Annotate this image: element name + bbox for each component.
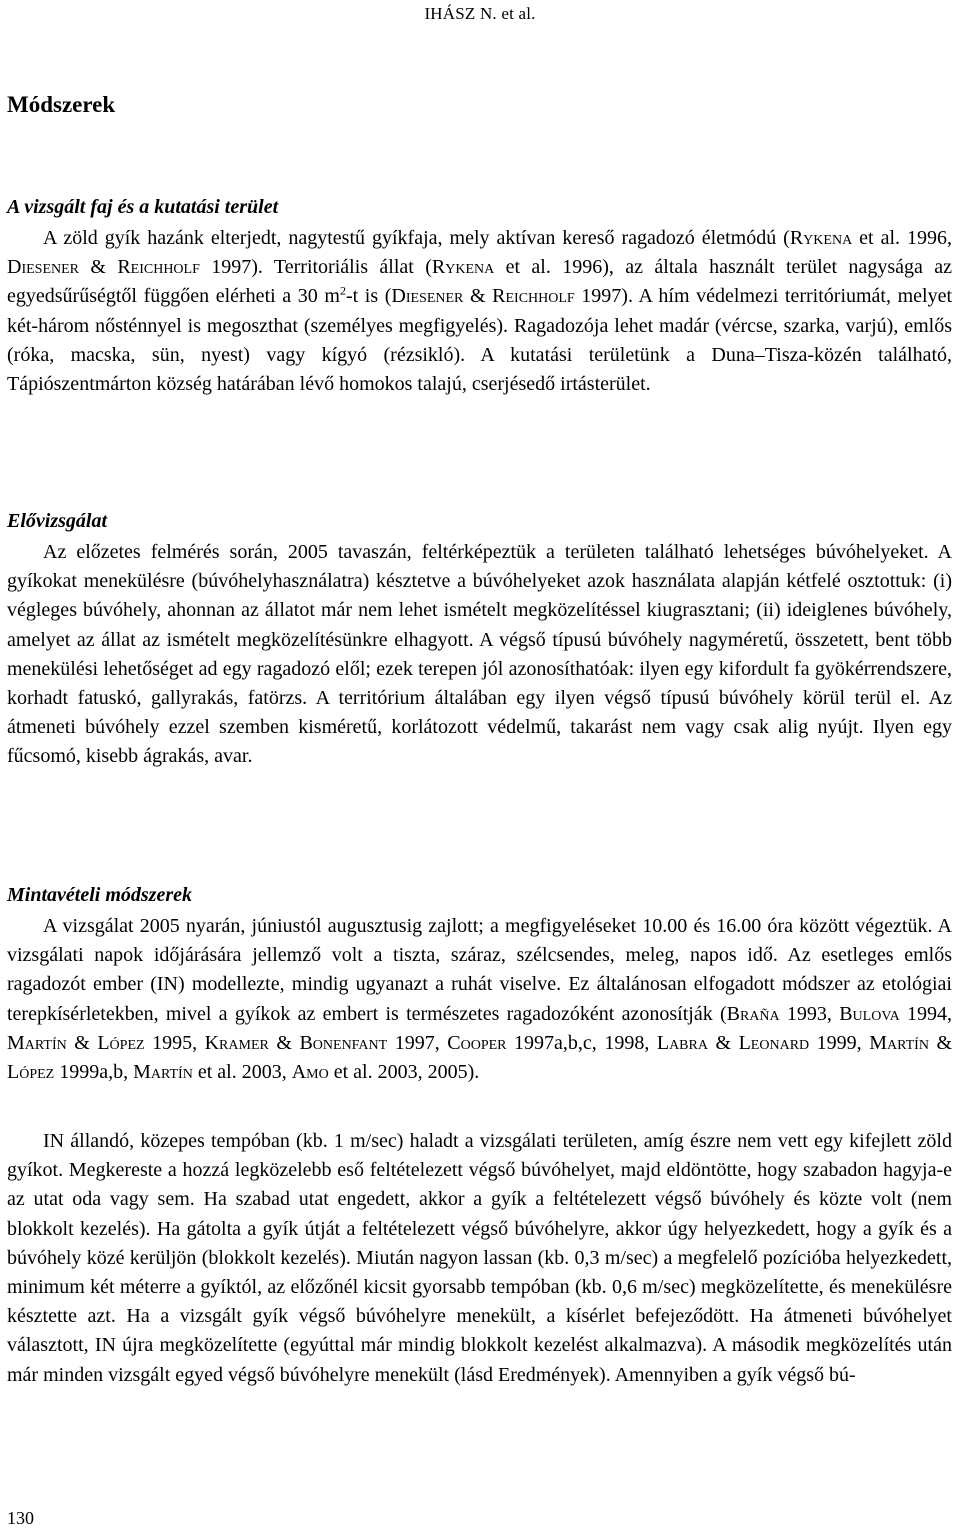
author-name: Rykena — [789, 227, 853, 249]
paragraph: A vizsgálat 2005 nyarán, júniustól augusztusig zajlott; a megfigyeléseket 10.00 és 16.00 óra között végeztük. A vizsgálati napok időjárására jellemző volt a tiszta, száraz, szélcsendes, meleg, napos idő. Az esetleges emlős ragadozót ember (IN) modellezte, mindig ugyanazt a ruhát viselve. Ez általánosan elfogadott módszer az etológiai terepkísérletekben, mivel a gyíkok az embert is természetes ragadozóként azonosítják (Braña 1993, Bulova 1994, Martín & López 1995, Kramer & Bonenfant 1997, Cooper 1997a,b,c, 1998, Labra & Leonard 1999, Martín & López 1999a,b, Martín et al. 2003, Amo et al. 2003, 2005). — [7, 915, 953, 1084]
subsection-heading: Elővizsgálat — [7, 510, 108, 532]
author-name: Martín — [869, 1031, 929, 1054]
author-name: Diesener — [391, 285, 464, 308]
author-name: Reichholf — [492, 285, 575, 308]
author-name: Kramer — [204, 1031, 269, 1054]
running-head-author: IHÁSZ N. — [424, 4, 497, 23]
author-name: Martín — [133, 1061, 193, 1084]
author-name: López — [97, 1031, 145, 1054]
author-name: Labra — [656, 1031, 708, 1054]
paragraph: Az előzetes felmérés során, 2005 tavaszán, feltérképeztük a területen található lehetséges búvóhelyeket. A gyíkokat menekülésre (búvóhelyhasználatra) késztetve a búvóhelyeket azok használata alapján kétfelé osztottuk: (i) végleges búvóhely, ahonnan az állatot már nem lehet ismételt megközelítéssel kiugrasztani; (ii) ideiglenes búvóhely, amelyet az állat az ismételt megközelítésünkre elhagyott. A végső típusú búvóhely nagyméretű, összetett, bent több menekülési lehetőséget ad egy ragadozó elől; ezek terepen jól azonosíthatóak: ilyen egy kifordult fa gyökérrendszere, korhadt fatuskó, gallyrakás, fatörzs. A territórium általában egy ilyen végső típusú búvóhely körül terül el. Az átmeneti búvóhely ezzel szemben kisméretű, korlátozott védelmű, takarást nem vagy csak alig nyújt. Ilyen egy fűcsomó, kisebb ágrakás, avar. — [7, 541, 952, 768]
section-title: Módszerek — [7, 92, 116, 117]
author-name: Diesener — [7, 256, 79, 279]
author-name: Leonard — [738, 1031, 810, 1054]
superscript: 2 — [339, 283, 346, 298]
author-name: Rykena — [431, 256, 495, 279]
author-name: Cooper — [447, 1031, 507, 1054]
author-name: Reichholf — [117, 256, 200, 279]
author-name: López — [7, 1061, 55, 1084]
running-head — [0, 4, 960, 24]
author-name: Bulova — [839, 1002, 900, 1025]
page-number: 130 — [7, 1508, 34, 1528]
subsection-heading: A vizsgált faj és a kutatási terület — [7, 196, 279, 218]
paragraph: A zöld gyík hazánk elterjedt, nagytestű gyíkfaja, mely aktívan kereső ragadozó életmódú (Rykena et al. 1996, Diesener & Reichholf 1997). Territoriális állat (Rykena et al. 1996), az általa használt terület nagysága az egyedsűrűségtől függően elérheti a 30 $m^2-t$ is (Diesener & Reichholf 1997). A hím védelmezi territóriumát, melyet két-három nősténnyel is megoszthat (személyes megfigyelés). Ragadozója lehet madár (vércse, szarka, varjú), emlős (róka, macska, sün, nyest) vagy kígyó (rézsikló). A kutatási területünk a Duna–Tisza-közén található, Tápiószentmárton község határában lévő homokos talajú, cserjésedő irtásterület. — [7, 227, 953, 396]
running-head-suffix: et al. — [496, 4, 536, 23]
subsection-heading: Mintavételi módszerek — [7, 884, 192, 906]
author-name: Amo — [291, 1061, 329, 1084]
author-name: Bonenfant — [299, 1031, 388, 1054]
author-name: Martín — [7, 1031, 67, 1054]
paragraph: IN állandó, közepes tempóban (kb. 1 m/sec) haladt a vizsgálati területen, amíg észre nem vett egy kifejlett zöld gyíkot. Megkereste a hozzá legközelebb eső feltételezett végső búvóhelyet, majd eldöntötte, hogy szabadon hagyja-e az utat oda vagy sem. Ha szabad utat engedett, akkor a gyík a feltételezett végső búvóhely és közte volt (nem blokkolt kezelés). Ha gátolta a gyík útját a feltételezett végső búvóhelyre, akkor úgy helyezkedett, hogy a gyík és a búvóhely közé kerüljön (blokkolt kezelés). Miután nagyon lassan (kb. 0,3 m/sec) a megfelelő pozícióba helyezkedett, minimum két méterre a gyíktól, az előzőnél kicsit gyorsabb tempóban (kb. 0,6 m/sec) megközelítette, és menekülésre késztette azt. Ha a vizsgált gyík végső búvóhelyre menekült, a kísérlet befejeződött. Ha átmeneti búvóhelyet választott, IN újra megközelítette (egyúttal már mindig blokkolt kezelést alkalmazva). A második megközelítés után már minden vizsgált egyed végső búvóhelyre menekült (lásd Eredmények). Amennyiben a gyík végső bú- — [7, 1130, 952, 1386]
author-name: Braña — [726, 1002, 780, 1025]
